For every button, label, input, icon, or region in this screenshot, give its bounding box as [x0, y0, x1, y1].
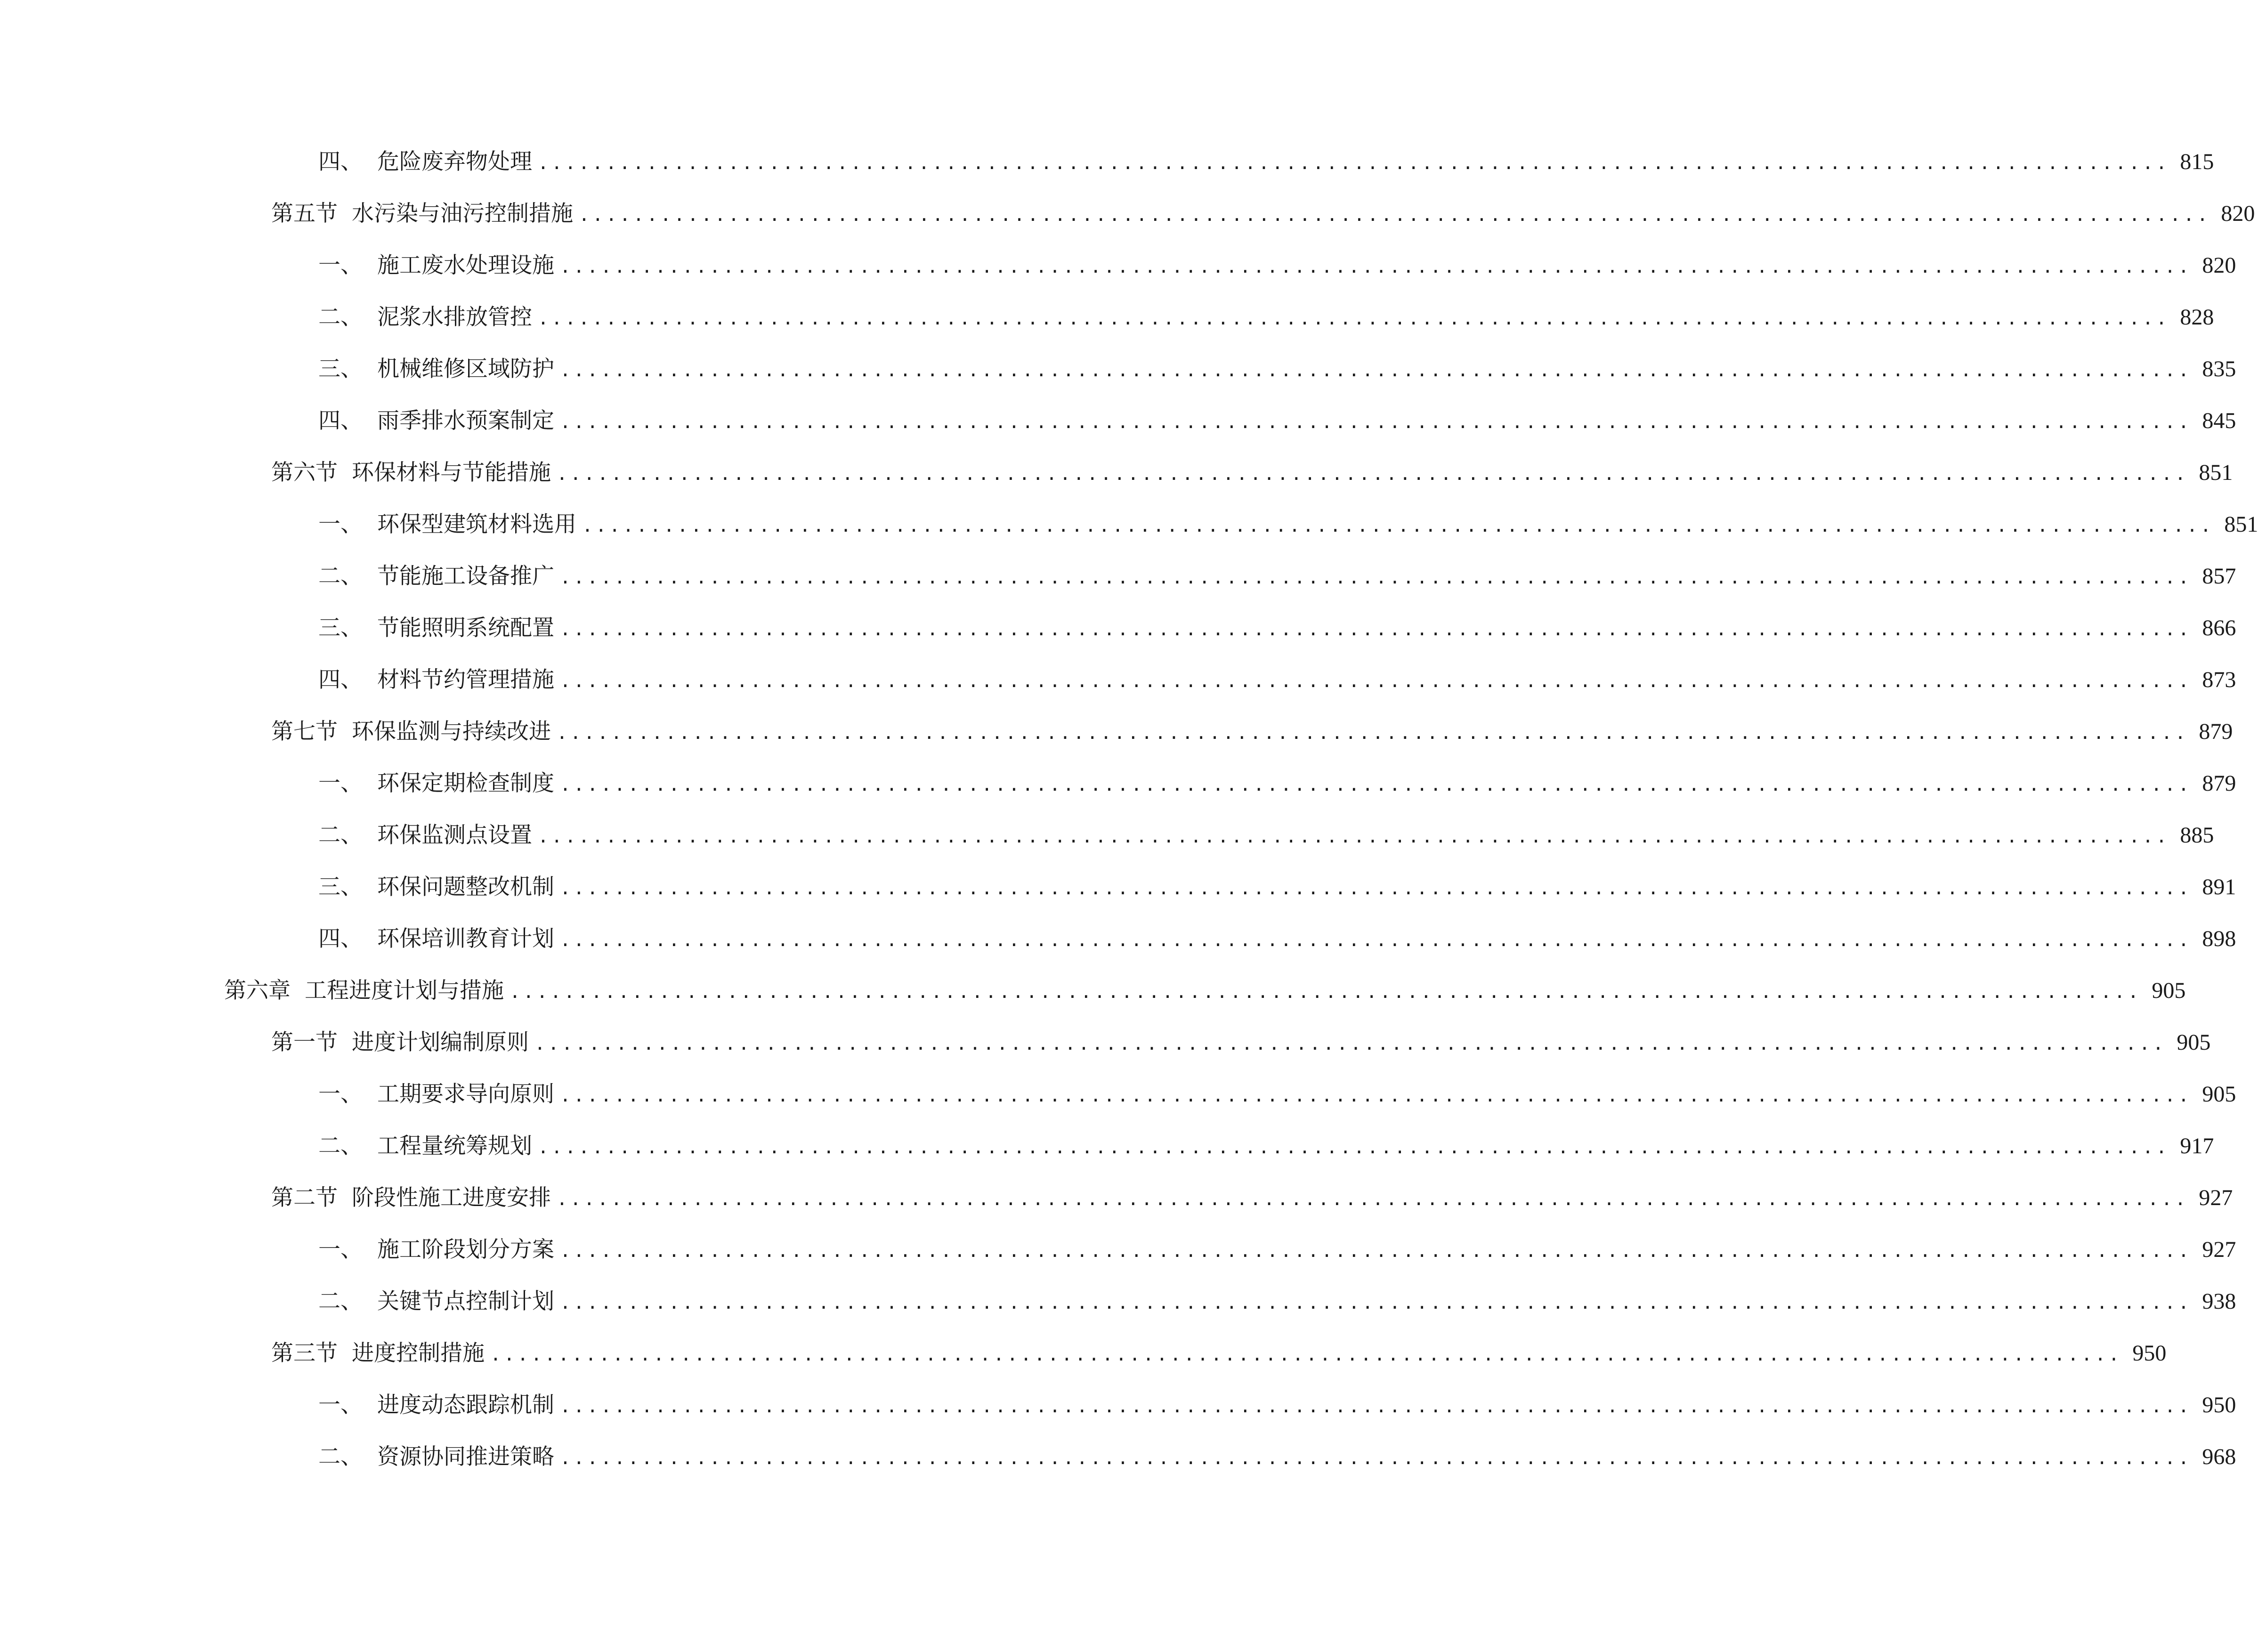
toc-entry-number: 四、: [318, 926, 363, 952]
toc-entry[interactable]: [0, 1379, 2236, 1431]
toc-entry[interactable]: [0, 1017, 2211, 1069]
toc-entry-page: 815: [2180, 149, 2214, 174]
toc-dot-leader: ........................................................................................................................: [538, 153, 2170, 173]
toc-entry-number: 二、: [318, 304, 363, 330]
toc-dot-leader: ........................................................................................................................: [560, 1085, 2192, 1106]
toc-entry-title: 施工废水处理设施: [377, 252, 554, 278]
toc-entry-page: 927: [2202, 1237, 2236, 1262]
toc-entry[interactable]: [0, 965, 2186, 1017]
toc-dot-leader: ........................................................................................................................: [560, 774, 2192, 795]
toc-entry[interactable]: [0, 1328, 2167, 1379]
toc-entry-title: 节能照明系统配置: [377, 615, 554, 641]
toc-entry-number: 一、: [318, 1237, 363, 1263]
toc-dot-leader: ........................................................................................................................: [560, 1292, 2192, 1313]
toc-entry[interactable]: [0, 654, 2236, 706]
toc-entry-title: 进度控制措施: [352, 1340, 485, 1366]
toc-dot-leader: ........................................................................................................................: [534, 1033, 2167, 1054]
toc-entry-title: 环保监测点设置: [377, 822, 532, 848]
toc-entry-title: 危险废弃物处理: [377, 149, 532, 175]
toc-dot-leader: ........................................................................................................................: [510, 981, 2142, 1002]
toc-entry-page: 851: [2199, 460, 2233, 485]
toc-entry-title: 工程量统筹规划: [377, 1133, 532, 1159]
toc-entry-number: 一、: [318, 252, 363, 278]
toc-entry-page: 828: [2180, 305, 2214, 330]
toc-entry-title: 节能施工设备推广: [377, 563, 554, 589]
toc-entry[interactable]: [0, 913, 2236, 965]
toc-entry-page: 866: [2202, 615, 2236, 640]
toc-dot-leader: ........................................................................................................................: [560, 256, 2192, 277]
toc-dot-leader: ........................................................................................................................: [560, 671, 2192, 691]
toc-entry-title: 泥浆水排放管控: [377, 304, 532, 330]
toc-dot-leader: ........................................................................................................................: [538, 1137, 2170, 1158]
toc-entry-number: 二、: [318, 1288, 363, 1314]
toc-entry-title: 阶段性施工进度安排: [352, 1185, 551, 1211]
toc-entry-page: 950: [2202, 1393, 2236, 1417]
toc-entry-page: 905: [2202, 1082, 2236, 1107]
toc-entry-page: 898: [2202, 926, 2236, 951]
toc-entry-title: 雨季排水预案制定: [377, 408, 554, 434]
toc-entry[interactable]: [0, 240, 2236, 292]
toc-entry-number: 一、: [318, 770, 363, 796]
toc-entry[interactable]: [0, 810, 2214, 861]
toc-dot-leader: ........................................................................................................................: [538, 826, 2170, 847]
toc-entry-title: 环保问题整改机制: [377, 874, 554, 900]
toc-entry-page: 891: [2202, 875, 2236, 899]
toc-entry[interactable]: [0, 1069, 2236, 1120]
toc-entry-title: 关键节点控制计划: [377, 1288, 554, 1314]
toc-entry-page: 917: [2180, 1134, 2214, 1158]
toc-entry[interactable]: [0, 1120, 2214, 1172]
toc-entry-title: 资源协同推进策略: [377, 1444, 554, 1470]
toc-entry-page: 851: [2224, 512, 2258, 537]
toc-entry-number: 第六章: [224, 978, 291, 1004]
toc-entry-page: 820: [2202, 253, 2236, 278]
toc-dot-leader: ........................................................................................................................: [560, 1448, 2192, 1468]
toc-entry-page: 927: [2199, 1185, 2233, 1210]
toc-entry-page: 905: [2177, 1030, 2211, 1055]
toc-dot-leader: ........................................................................................................................: [560, 878, 2192, 899]
toc-entry-page: 938: [2202, 1289, 2236, 1314]
toc-dot-leader: ........................................................................................................................: [560, 1240, 2192, 1261]
toc-entry[interactable]: [0, 706, 2233, 758]
toc-dot-leader: ........................................................................................................................: [579, 204, 2211, 225]
toc-entry[interactable]: [0, 758, 2236, 810]
toc-entry[interactable]: [0, 188, 2255, 240]
toc-entry-page: 879: [2202, 771, 2236, 796]
toc-dot-leader: ........................................................................................................................: [490, 1344, 2122, 1365]
toc-entry[interactable]: [0, 551, 2236, 602]
toc-entry-title: 机械维修区域防护: [377, 356, 554, 382]
toc-entry-title: 工程进度计划与措施: [305, 978, 504, 1004]
toc-entry[interactable]: [0, 1224, 2236, 1276]
toc-dot-leader: ........................................................................................................................: [582, 515, 2214, 536]
toc-dot-leader: ........................................................................................................................: [560, 360, 2192, 381]
toc-entry[interactable]: [0, 1276, 2236, 1328]
toc-entry-page: 857: [2202, 564, 2236, 589]
toc-entry-number: 一、: [318, 511, 363, 537]
toc-entry-title: 水污染与油污控制措施: [352, 201, 573, 227]
toc-entry-page: 905: [2152, 978, 2186, 1003]
toc-entry-page: 845: [2202, 408, 2236, 433]
toc-entry[interactable]: [0, 136, 2214, 188]
toc-entry-number: 三、: [318, 615, 363, 641]
toc-entry-page: 968: [2202, 1444, 2236, 1469]
toc-entry-page: 873: [2202, 667, 2236, 692]
toc-entry[interactable]: [0, 343, 2236, 395]
toc-entry-number: 四、: [318, 149, 363, 175]
toc-dot-leader: ........................................................................................................................: [560, 567, 2192, 588]
toc-entry-number: 一、: [318, 1392, 363, 1418]
toc-entry-page: 950: [2132, 1341, 2167, 1366]
toc-entry-title: 材料节约管理措施: [377, 667, 554, 693]
toc-dot-leader: ........................................................................................................................: [560, 930, 2192, 950]
toc-entry[interactable]: [0, 292, 2214, 343]
toc-entry[interactable]: [0, 602, 2236, 654]
toc-entry-title: 环保定期检查制度: [377, 770, 554, 796]
toc-dot-leader: ........................................................................................................................: [560, 1396, 2192, 1417]
toc-dot-leader: ........................................................................................................................: [557, 1189, 2189, 1209]
toc-entry-number: 二、: [318, 563, 363, 589]
toc-entry-number: 二、: [318, 1444, 363, 1470]
toc-entry-title: 环保材料与节能措施: [352, 460, 551, 486]
toc-entry-number: 第七节: [271, 719, 338, 745]
toc-entry[interactable]: [0, 499, 2258, 551]
toc-dot-leader: ........................................................................................................................: [538, 308, 2170, 329]
toc-entry-number: 第六节: [271, 460, 338, 486]
toc-entry-page: 835: [2202, 356, 2236, 381]
toc-dot-leader: ........................................................................................................................: [557, 463, 2189, 484]
toc-dot-leader: ........................................................................................................................: [560, 412, 2192, 432]
toc-dot-leader: ........................................................................................................................: [560, 619, 2192, 640]
toc-dot-leader: ........................................................................................................................: [557, 722, 2189, 743]
toc-entry[interactable]: [0, 1172, 2233, 1224]
toc-entry-number: 二、: [318, 1133, 363, 1159]
toc-entry-page: 885: [2180, 823, 2214, 848]
toc-entry-page: 879: [2199, 719, 2233, 744]
toc-entry-title: 施工阶段划分方案: [377, 1237, 554, 1263]
toc-entry-title: 工期要求导向原则: [377, 1081, 554, 1107]
toc-entry-title: 进度计划编制原则: [352, 1029, 529, 1055]
toc-entry-number: 第三节: [271, 1340, 338, 1366]
toc-entry-number: 三、: [318, 874, 363, 900]
toc-entry-number: 第二节: [271, 1185, 338, 1211]
toc-entry-title: 环保型建筑材料选用: [377, 511, 576, 537]
toc-entry-title: 环保培训教育计划: [377, 926, 554, 952]
toc-entry[interactable]: [0, 1431, 2236, 1483]
toc-entry-number: 第一节: [271, 1029, 338, 1055]
toc-entry-number: 四、: [318, 408, 363, 434]
toc-entry-page: 820: [2221, 201, 2255, 226]
toc-entry[interactable]: [0, 395, 2236, 447]
toc-entry[interactable]: [0, 861, 2236, 913]
toc-entry-number: 二、: [318, 822, 363, 848]
toc-entry-number: 第五节: [271, 201, 338, 227]
toc-entry-title: 环保监测与持续改进: [352, 719, 551, 745]
toc-entry[interactable]: [0, 447, 2233, 499]
table-of-contents: [0, 136, 2258, 1483]
toc-entry-title: 进度动态跟踪机制: [377, 1392, 554, 1418]
toc-entry-number: 三、: [318, 356, 363, 382]
toc-entry-number: 四、: [318, 667, 363, 693]
toc-entry-number: 一、: [318, 1081, 363, 1107]
